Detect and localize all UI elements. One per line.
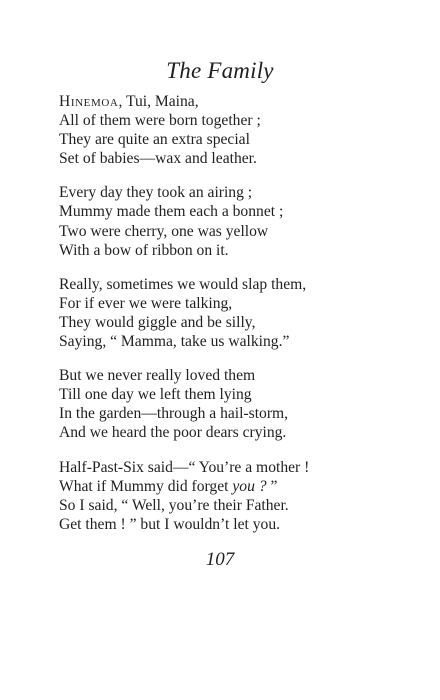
poem-line bbox=[59, 477, 389, 496]
stanza-3 bbox=[59, 275, 389, 351]
line-text: ” bbox=[266, 477, 278, 495]
italic-word: you ? bbox=[232, 477, 267, 495]
poem-line: But we never really loved them bbox=[59, 367, 256, 385]
poem-line: All of them were born together ; bbox=[59, 112, 261, 130]
poem-line: So I said, “ Well, you’re their Father. bbox=[59, 496, 289, 514]
stanza-2 bbox=[59, 183, 389, 259]
poem-line: Two were cherry, one was yellow bbox=[59, 222, 269, 240]
poem-line: They would giggle and be silly, bbox=[59, 313, 256, 331]
stanza-1 bbox=[59, 92, 389, 168]
name-small-caps: Hinemoa bbox=[59, 93, 119, 110]
poem-line: Set of babies—wax and leather. bbox=[59, 150, 257, 168]
poem-line: Saying, “ Mamma, take us walking.” bbox=[59, 333, 290, 351]
poem-line bbox=[59, 92, 389, 111]
poem-line: Till one day we left them lying bbox=[59, 386, 252, 404]
poem-line: They are quite an extra special bbox=[59, 131, 250, 149]
poem-title: The Family bbox=[166, 58, 274, 83]
poem-line: For if ever we were talking, bbox=[59, 294, 233, 312]
stanza-5 bbox=[59, 458, 389, 534]
poem-line: Get them ! ” but I wouldn’t let you. bbox=[59, 515, 281, 533]
poem-line: With a bow of ribbon on it. bbox=[59, 241, 229, 259]
poem-body bbox=[59, 92, 389, 549]
poem-line: In the garden—through a hail-storm, bbox=[59, 405, 289, 423]
page-number: 107 bbox=[205, 549, 235, 570]
poem-line: Half-Past-Six said—“ You’re a mother ! bbox=[59, 458, 310, 476]
poem-line: Really, sometimes we would slap them, bbox=[59, 275, 307, 293]
poem-line: Every day they took an airing ; bbox=[59, 184, 253, 202]
line-text: What if Mummy did forget bbox=[59, 477, 233, 495]
line-text: , Tui, Maina, bbox=[118, 93, 199, 110]
stanza-4 bbox=[59, 366, 389, 442]
poem-line: Mummy made them each a bonnet ; bbox=[59, 203, 284, 221]
poem-line: And we heard the poor dears crying. bbox=[59, 424, 287, 442]
